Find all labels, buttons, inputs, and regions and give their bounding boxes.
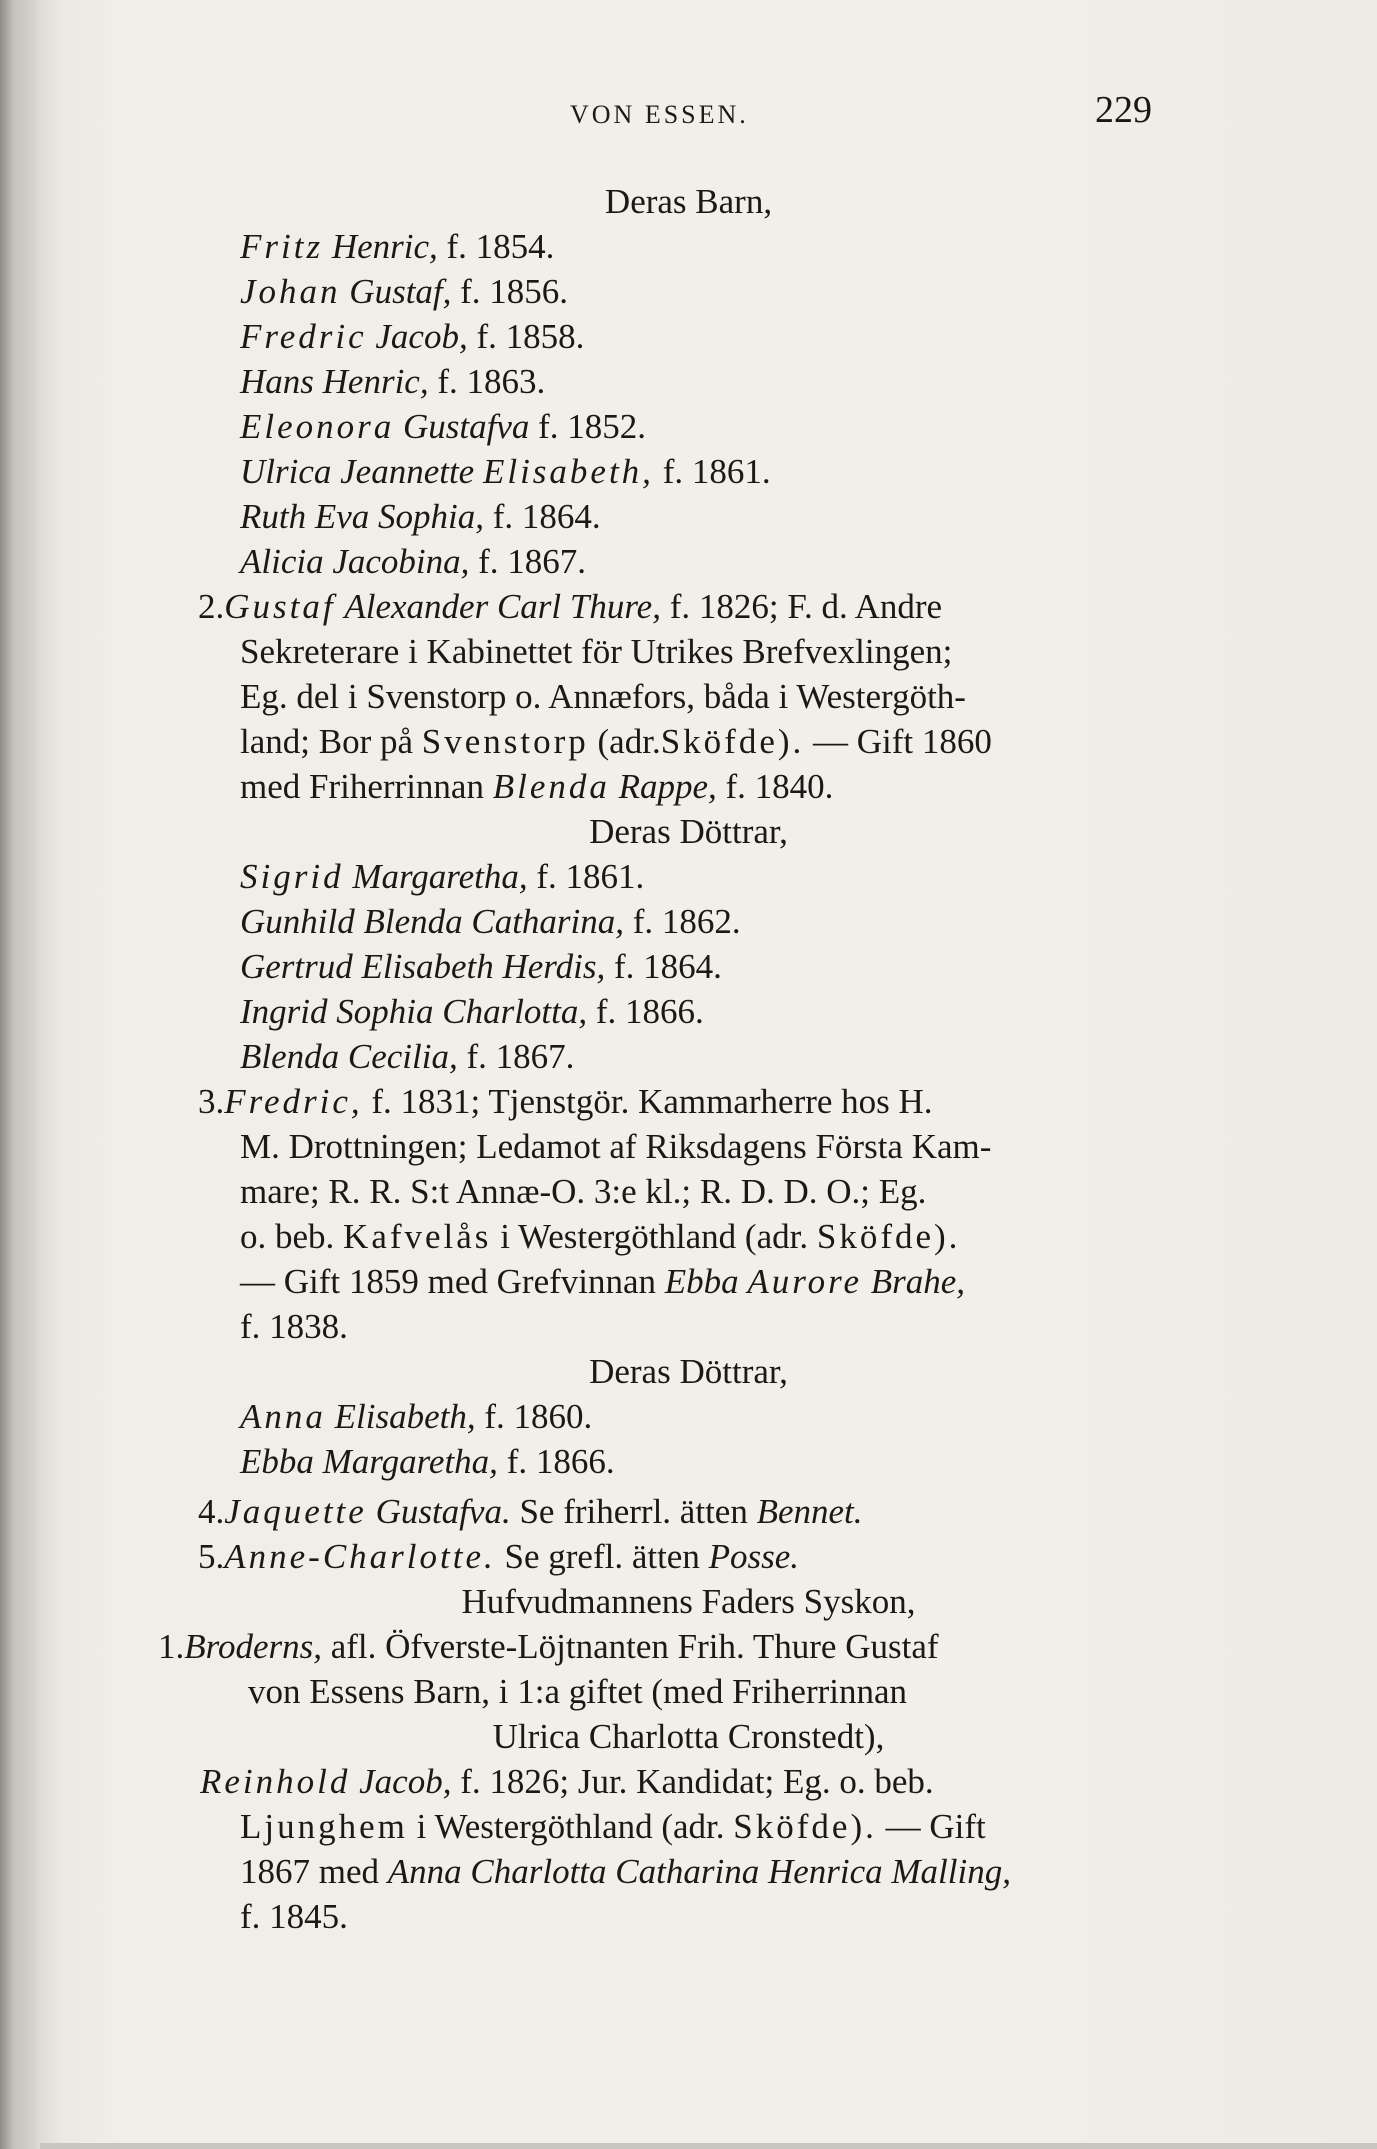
entry-number: 1. — [158, 1627, 185, 1666]
entry-number: 3. — [198, 1082, 225, 1121]
cousin-entry-line: Ljunghem i Westergöthland (adr. Sköfde). — Gift — [240, 1807, 986, 1846]
father-siblings-line: Ulrica Charlotta Cronstedt), — [492, 1717, 885, 1756]
entry-4-line: 4.Jaquette Gustafva. Se friherrl. ätten Bennet. — [198, 1492, 863, 1531]
entry-2-line: 2.Gustaf Alexander Carl Thure, f. 1826; F. d. Andre — [198, 587, 943, 626]
entry-3-line: mare; R. R. S:t Annæ-O. 3:e kl.; R. D. D. O.; Eg. — [240, 1172, 927, 1211]
entry-5-line: 5.Anne-Charlotte. Se grefl. ätten Posse. — [198, 1537, 799, 1576]
entry-2-line: Eg. del i Svenstorp o. Annæfors, båda i Westergöth- — [240, 677, 966, 716]
entry-3-line: 3.Fredric, f. 1831; Tjenstgör. Kammarherre hos H. — [198, 1082, 933, 1121]
child-entry: Ulrica Jeannette Elisabeth, f. 1861. — [240, 452, 771, 491]
child-entry: Alicia Jacobina, f. 1867. — [240, 542, 587, 581]
child-entry: Fritz Henric, f. 1854. — [240, 227, 555, 266]
father-siblings-line: 1.Broderns, afl. Öfverste-Löjtnanten Frih. Thure Gustaf — [158, 1627, 939, 1666]
entry-3-line: — Gift 1859 med Grefvinnan Ebba Aurore Brahe, — [240, 1262, 966, 1301]
daughter-entry: Ebba Margaretha, f. 1866. — [240, 1442, 615, 1481]
daughter-entry: Ingrid Sophia Charlotta, f. 1866. — [240, 992, 704, 1031]
daughter-entry: Gertrud Elisabeth Herdis, f. 1864. — [240, 947, 722, 986]
entry-number: 4. — [198, 1492, 225, 1531]
child-entry: Johan Gustaf, f. 1856. — [240, 272, 569, 311]
entry-number: 5. — [198, 1537, 225, 1576]
father-siblings-line: von Essens Barn, i 1:a giftet (med Friherrinnan — [248, 1672, 908, 1711]
section-heading-daughters: Deras Döttrar, — [589, 812, 788, 851]
section-heading-children: Deras Barn, — [604, 182, 773, 221]
page-number: 229 — [1095, 89, 1152, 131]
entry-3-line: f. 1838. — [240, 1307, 348, 1346]
running-head: VON ESSEN. — [570, 100, 749, 129]
section-heading-father-siblings: Hufvudmannens Faders Syskon, — [461, 1582, 916, 1621]
child-entry: Hans Henric, f. 1863. — [240, 362, 546, 401]
cousin-entry-line: Reinhold Jacob, f. 1826; Jur. Kandidat; Eg. o. beb. — [200, 1762, 934, 1801]
daughter-entry: Sigrid Margaretha, f. 1861. — [240, 857, 645, 896]
child-entry: Ruth Eva Sophia, f. 1864. — [240, 497, 601, 536]
cousin-entry-line: f. 1845. — [240, 1897, 348, 1936]
entry-3-line: o. beb. Kafvelås i Westergöthland (adr. Sköfde). — [240, 1217, 961, 1256]
entry-2-line: med Friherrinnan Blenda Rappe, f. 1840. — [240, 767, 834, 806]
entry-2-line: land; Bor på Svenstorp (adr.Sköfde). — Gift 1860 — [240, 722, 992, 761]
cousin-entry-line: 1867 med Anna Charlotta Catharina Henrica Malling, — [240, 1852, 1011, 1891]
entry-2-line: Sekreterare i Kabinettet för Utrikes Brefvexlingen; — [240, 632, 953, 671]
daughter-entry: Blenda Cecilia, f. 1867. — [240, 1037, 575, 1076]
entry-number: 2. — [198, 587, 225, 626]
child-entry: Fredric Jacob, f. 1858. — [240, 317, 585, 356]
child-entry: Eleonora Gustafva f. 1852. — [240, 407, 647, 446]
entry-3-line: M. Drottningen; Ledamot af Riksdagens Första Kam- — [240, 1127, 992, 1166]
daughter-entry: Anna Elisabeth, f. 1860. — [240, 1397, 593, 1436]
section-heading-daughters: Deras Döttrar, — [589, 1352, 788, 1391]
daughter-entry: Gunhild Blenda Catharina, f. 1862. — [240, 902, 741, 941]
